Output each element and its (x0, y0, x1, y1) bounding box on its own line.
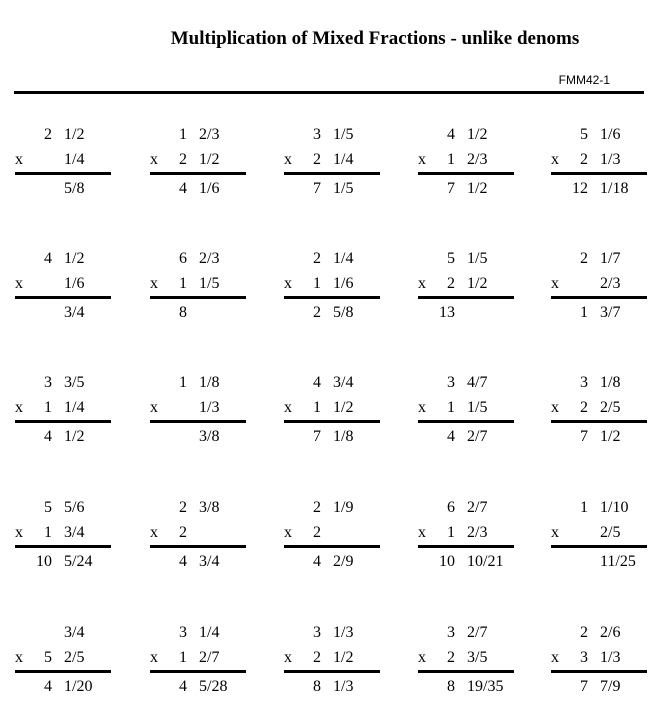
answer-fraction: 2/9 (333, 553, 354, 570)
problem-r5-c5 (551, 624, 647, 704)
problem-r3-c2 (150, 374, 246, 454)
answer-whole: 7 (447, 180, 455, 197)
multiplier-whole: 1 (313, 399, 321, 416)
problem-r3-c5 (551, 374, 647, 454)
problem-r3-c4 (418, 374, 514, 454)
problem-r4-c5 (551, 499, 647, 579)
answer-whole: 1 (580, 304, 588, 321)
multiplier-fraction: 1/2 (333, 649, 354, 666)
answer-rule (150, 172, 246, 175)
multiplicand-fraction: 3/5 (64, 374, 85, 391)
problem-r2-c4 (418, 250, 514, 330)
answer-whole: 8 (447, 678, 455, 695)
answer-rule (551, 670, 647, 673)
answer-fraction: 5/8 (64, 180, 85, 197)
multiply-sign: x (418, 275, 426, 292)
multiplier-whole: 5 (44, 649, 52, 666)
answer-fraction: 1/18 (600, 180, 629, 197)
answer-whole: 12 (572, 180, 588, 197)
problem-r1-c4 (418, 126, 514, 206)
multiplicand-whole: 2 (44, 126, 52, 143)
answer-whole: 8 (179, 304, 187, 321)
multiplicand-fraction: 1/4 (199, 624, 220, 641)
multiplicand-fraction: 4/7 (467, 374, 488, 391)
multiplier-fraction: 3/4 (64, 524, 85, 541)
problem-r4-c2 (150, 499, 246, 579)
multiply-sign: x (150, 399, 158, 416)
answer-whole: 7 (313, 180, 321, 197)
answer-whole: 2 (313, 304, 321, 321)
multiply-sign: x (551, 275, 559, 292)
multiplier-fraction: 1/4 (64, 151, 85, 168)
multiply-sign: x (551, 399, 559, 416)
multiplier-fraction: 1/4 (333, 151, 354, 168)
multiplicand-fraction: 2/3 (199, 250, 220, 267)
answer-whole: 7 (580, 678, 588, 695)
multiplier-whole: 2 (313, 151, 321, 168)
multiplier-whole: 1 (179, 275, 187, 292)
multiplicand-fraction: 1/3 (333, 624, 354, 641)
multiplicand-fraction: 2/3 (199, 126, 220, 143)
answer-whole: 10 (439, 553, 455, 570)
multiplier-fraction: 2/5 (64, 649, 85, 666)
answer-rule (284, 670, 380, 673)
multiply-sign: x (150, 151, 158, 168)
multiplier-whole: 1 (447, 151, 455, 168)
multiplicand-whole: 2 (580, 624, 588, 641)
multiplicand-whole: 3 (313, 126, 321, 143)
multiplicand-fraction: 1/2 (467, 126, 488, 143)
multiplier-fraction: 2/5 (600, 399, 621, 416)
problem-r3-c1 (15, 374, 111, 454)
answer-rule (418, 172, 514, 175)
multiplier-whole: 1 (44, 399, 52, 416)
answer-whole: 4 (44, 428, 52, 445)
multiplier-whole: 2 (580, 151, 588, 168)
answer-fraction: 5/24 (64, 553, 93, 570)
multiply-sign: x (284, 275, 292, 292)
answer-rule (284, 172, 380, 175)
answer-fraction: 1/2 (600, 428, 621, 445)
multiply-sign: x (418, 399, 426, 416)
multiplier-fraction: 1/3 (199, 399, 220, 416)
multiplicand-fraction: 3/4 (64, 624, 85, 641)
multiplicand-whole: 4 (313, 374, 321, 391)
multiplier-whole: 1 (179, 649, 187, 666)
answer-fraction: 19/35 (467, 678, 504, 695)
multiplicand-whole: 3 (313, 624, 321, 641)
answer-fraction: 3/8 (199, 428, 220, 445)
multiplicand-fraction: 5/6 (64, 499, 85, 516)
multiplier-whole: 2 (580, 399, 588, 416)
multiplicand-fraction: 1/10 (600, 499, 629, 516)
answer-rule (15, 545, 111, 548)
multiplicand-fraction: 1/4 (333, 250, 354, 267)
multiplier-fraction: 1/3 (600, 151, 621, 168)
multiplier-fraction: 1/2 (467, 275, 488, 292)
multiplier-fraction: 2/7 (199, 649, 220, 666)
answer-rule (150, 545, 246, 548)
multiplier-fraction: 2/3 (467, 151, 488, 168)
multiplier-fraction: 1/5 (199, 275, 220, 292)
multiplicand-fraction: 1/2 (64, 126, 85, 143)
multiply-sign: x (551, 649, 559, 666)
answer-rule (418, 545, 514, 548)
answer-rule (551, 420, 647, 423)
multiplicand-fraction: 1/5 (333, 126, 354, 143)
multiplicand-fraction: 3/4 (333, 374, 354, 391)
multiply-sign: x (418, 524, 426, 541)
multiplicand-fraction: 2/7 (467, 499, 488, 516)
worksheet-code: FMM42-1 (558, 73, 610, 87)
multiply-sign: x (284, 524, 292, 541)
answer-whole: 4 (44, 678, 52, 695)
multiplier-fraction: 1/5 (467, 399, 488, 416)
answer-fraction: 1/20 (64, 678, 93, 695)
answer-fraction: 5/8 (333, 304, 354, 321)
problem-r4-c1 (15, 499, 111, 579)
answer-fraction: 3/4 (199, 553, 220, 570)
multiplier-whole: 3 (580, 649, 588, 666)
multiplier-fraction: 3/5 (467, 649, 488, 666)
answer-rule (15, 670, 111, 673)
multiplicand-whole: 6 (447, 499, 455, 516)
multiplicand-fraction: 1/5 (467, 250, 488, 267)
multiplicand-fraction: 1/6 (600, 126, 621, 143)
answer-rule (15, 296, 111, 299)
answer-rule (150, 670, 246, 673)
answer-fraction: 10/21 (467, 553, 504, 570)
answer-whole: 4 (313, 553, 321, 570)
problem-r2-c5 (551, 250, 647, 330)
problem-r1-c1 (15, 126, 111, 206)
answer-fraction: 1/5 (333, 180, 354, 197)
problem-r5-c4 (418, 624, 514, 704)
answer-whole: 10 (36, 553, 52, 570)
answer-rule (551, 545, 647, 548)
answer-fraction: 3/7 (600, 304, 621, 321)
multiplier-fraction: 2/5 (600, 524, 621, 541)
answer-rule (284, 420, 380, 423)
multiplier-whole: 1 (447, 524, 455, 541)
multiplier-fraction: 1/6 (333, 275, 354, 292)
multiplicand-whole: 5 (580, 126, 588, 143)
multiplier-fraction: 1/6 (64, 275, 85, 292)
answer-fraction: 1/8 (333, 428, 354, 445)
multiply-sign: x (150, 649, 158, 666)
multiply-sign: x (418, 151, 426, 168)
multiplier-whole: 1 (44, 524, 52, 541)
multiplier-whole: 2 (447, 275, 455, 292)
answer-rule (551, 172, 647, 175)
multiplicand-fraction: 2/7 (467, 624, 488, 641)
multiplier-fraction: 1/3 (600, 649, 621, 666)
multiplier-fraction: 1/2 (199, 151, 220, 168)
multiplicand-whole: 2 (179, 499, 187, 516)
answer-whole: 4 (179, 180, 187, 197)
multiplier-whole: 2 (313, 524, 321, 541)
header-rule (14, 91, 644, 94)
answer-whole: 7 (313, 428, 321, 445)
multiplicand-whole: 3 (447, 374, 455, 391)
multiply-sign: x (284, 649, 292, 666)
answer-whole: 4 (179, 678, 187, 695)
multiplicand-fraction: 1/8 (600, 374, 621, 391)
multiplicand-fraction: 1/7 (600, 250, 621, 267)
multiplicand-whole: 6 (179, 250, 187, 267)
answer-fraction: 3/4 (64, 304, 85, 321)
multiply-sign: x (551, 524, 559, 541)
answer-fraction: 1/6 (199, 180, 220, 197)
multiplier-whole: 1 (447, 399, 455, 416)
multiplicand-whole: 1 (179, 126, 187, 143)
problem-r5-c1 (15, 624, 111, 704)
problem-r1-c5 (551, 126, 647, 206)
multiply-sign: x (150, 275, 158, 292)
multiplicand-whole: 3 (44, 374, 52, 391)
multiplicand-whole: 2 (313, 499, 321, 516)
multiply-sign: x (15, 524, 23, 541)
answer-fraction: 7/9 (600, 678, 621, 695)
answer-rule (418, 296, 514, 299)
multiplicand-fraction: 3/8 (199, 499, 220, 516)
answer-whole: 13 (439, 304, 455, 321)
multiplicand-whole: 2 (580, 250, 588, 267)
answer-whole: 4 (179, 553, 187, 570)
answer-rule (150, 420, 246, 423)
problem-r1-c3 (284, 126, 380, 206)
problem-r2-c2 (150, 250, 246, 330)
answer-whole: 4 (447, 428, 455, 445)
multiply-sign: x (15, 399, 23, 416)
multiply-sign: x (284, 151, 292, 168)
problem-r1-c2 (150, 126, 246, 206)
multiplier-whole: 2 (179, 151, 187, 168)
multiplicand-fraction: 1/9 (333, 499, 354, 516)
multiplicand-whole: 4 (44, 250, 52, 267)
multiplier-whole: 2 (447, 649, 455, 666)
multiply-sign: x (15, 275, 23, 292)
answer-rule (418, 670, 514, 673)
multiply-sign: x (15, 151, 23, 168)
problem-r5-c3 (284, 624, 380, 704)
multiplicand-whole: 1 (179, 374, 187, 391)
answer-rule (150, 296, 246, 299)
answer-rule (284, 296, 380, 299)
multiplicand-whole: 3 (580, 374, 588, 391)
multiplicand-whole: 2 (313, 250, 321, 267)
multiplicand-whole: 5 (447, 250, 455, 267)
multiplier-whole: 2 (179, 524, 187, 541)
answer-fraction: 1/2 (64, 428, 85, 445)
answer-fraction: 2/7 (467, 428, 488, 445)
multiplicand-whole: 3 (447, 624, 455, 641)
multiplicand-fraction: 2/6 (600, 624, 621, 641)
multiplier-fraction: 2/3 (467, 524, 488, 541)
problem-r4-c3 (284, 499, 380, 579)
problem-r2-c3 (284, 250, 380, 330)
answer-rule (551, 296, 647, 299)
answer-fraction: 1/3 (333, 678, 354, 695)
multiplicand-fraction: 1/8 (199, 374, 220, 391)
answer-rule (284, 545, 380, 548)
problem-r2-c1 (15, 250, 111, 330)
multiplicand-whole: 4 (447, 126, 455, 143)
answer-rule (15, 420, 111, 423)
answer-rule (418, 420, 514, 423)
answer-fraction: 11/25 (600, 553, 636, 570)
multiplicand-whole: 1 (580, 499, 588, 516)
multiply-sign: x (418, 649, 426, 666)
multiplier-fraction: 1/4 (64, 399, 85, 416)
multiply-sign: x (551, 151, 559, 168)
multiply-sign: x (15, 649, 23, 666)
problem-r5-c2 (150, 624, 246, 704)
multiplier-fraction: 1/2 (333, 399, 354, 416)
multiplicand-fraction: 1/2 (64, 250, 85, 267)
multiply-sign: x (150, 524, 158, 541)
problem-r4-c4 (418, 499, 514, 579)
multiplier-fraction: 2/3 (600, 275, 621, 292)
multiplicand-whole: 3 (179, 624, 187, 641)
answer-whole: 7 (580, 428, 588, 445)
multiplier-whole: 2 (313, 649, 321, 666)
worksheet-title: Multiplication of Mixed Fractions - unlike denoms (170, 28, 580, 49)
answer-whole: 8 (313, 678, 321, 695)
multiply-sign: x (284, 399, 292, 416)
answer-fraction: 1/2 (467, 180, 488, 197)
multiplicand-whole: 5 (44, 499, 52, 516)
problem-r3-c3 (284, 374, 380, 454)
multiplier-whole: 1 (313, 275, 321, 292)
answer-rule (15, 172, 111, 175)
answer-fraction: 5/28 (199, 678, 228, 695)
